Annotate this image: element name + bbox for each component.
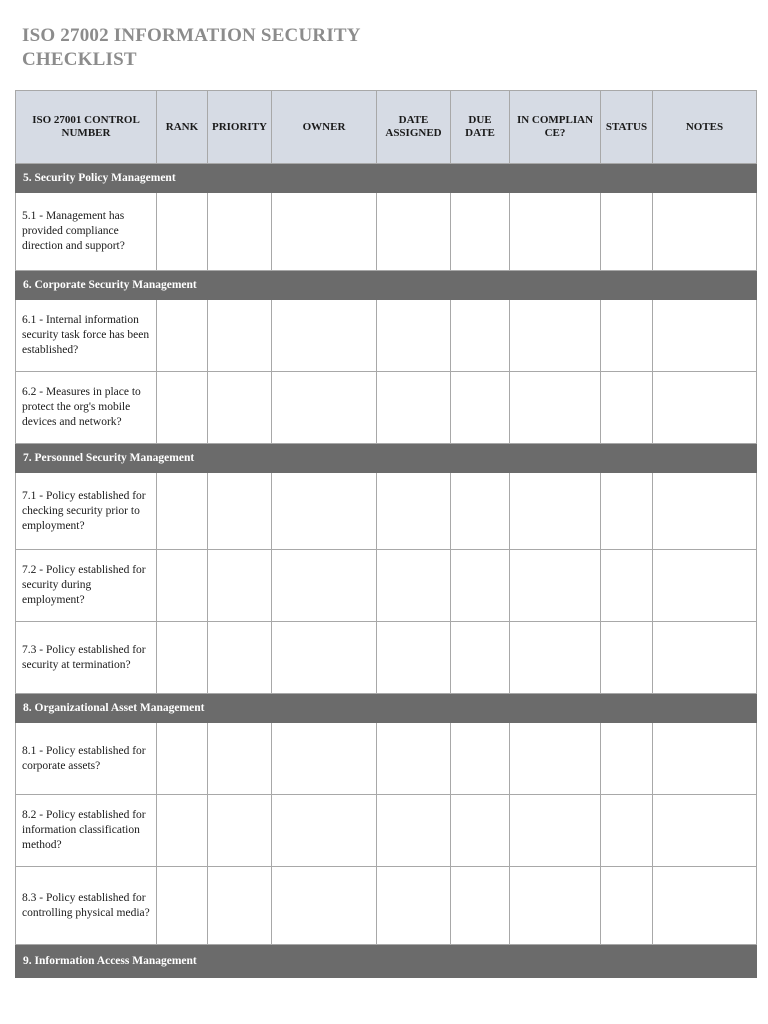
due-date-cell[interactable] — [451, 622, 510, 694]
control-label: 7.2 - Policy established for security during employment? — [16, 550, 157, 622]
rank-cell[interactable] — [157, 300, 208, 372]
header-in-compliance: IN COMPLIANCE? — [510, 91, 601, 164]
due-date-cell[interactable] — [451, 193, 510, 271]
status-cell[interactable] — [601, 723, 653, 795]
rank-cell[interactable] — [157, 550, 208, 622]
date-assigned-cell[interactable] — [377, 300, 451, 372]
notes-cell[interactable] — [653, 795, 757, 867]
section-title: 5. Security Policy Management — [16, 164, 757, 193]
priority-cell[interactable] — [208, 795, 272, 867]
notes-cell[interactable] — [653, 622, 757, 694]
table-row — [16, 723, 757, 795]
notes-cell[interactable] — [653, 193, 757, 271]
rank-cell[interactable] — [157, 723, 208, 795]
control-label: 6.1 - Internal information security task force has been established? — [16, 300, 157, 372]
priority-cell[interactable] — [208, 300, 272, 372]
priority-cell[interactable] — [208, 372, 272, 444]
header-date-assigned: DATE ASSIGNED — [377, 91, 451, 164]
header-control-number: ISO 27001 CONTROL NUMBER — [16, 91, 157, 164]
control-label: 8.3 - Policy established for controlling physical media? — [16, 867, 157, 945]
table-row — [16, 867, 757, 945]
rank-cell[interactable] — [157, 867, 208, 945]
due-date-cell[interactable] — [451, 473, 510, 550]
rank-cell[interactable] — [157, 372, 208, 444]
rank-cell[interactable] — [157, 622, 208, 694]
table-row — [16, 795, 757, 867]
due-date-cell[interactable] — [451, 372, 510, 444]
document-title: ISO 27002 INFORMATION SECURITY CHECKLIST — [22, 25, 361, 70]
owner-cell[interactable] — [272, 550, 377, 622]
control-label: 7.3 - Policy established for security at termination? — [16, 622, 157, 694]
date-assigned-cell[interactable] — [377, 372, 451, 444]
control-label: 8.1 - Policy established for corporate assets? — [16, 723, 157, 795]
notes-cell[interactable] — [653, 473, 757, 550]
table-row — [16, 300, 757, 372]
owner-cell[interactable] — [272, 622, 377, 694]
date-assigned-cell[interactable] — [377, 723, 451, 795]
section-row — [16, 945, 757, 978]
priority-cell[interactable] — [208, 473, 272, 550]
header-notes: NOTES — [653, 91, 757, 164]
status-cell[interactable] — [601, 473, 653, 550]
checklist-table — [15, 90, 757, 978]
owner-cell[interactable] — [272, 300, 377, 372]
date-assigned-cell[interactable] — [377, 622, 451, 694]
rank-cell[interactable] — [157, 193, 208, 271]
table-row — [16, 622, 757, 694]
section-title: 7. Personnel Security Management — [16, 444, 757, 473]
section-row — [16, 444, 757, 473]
header-priority: PRIORITY — [208, 91, 272, 164]
date-assigned-cell[interactable] — [377, 473, 451, 550]
status-cell[interactable] — [601, 795, 653, 867]
section-title: 6. Corporate Security Management — [16, 271, 757, 300]
header-rank: RANK — [157, 91, 208, 164]
rank-cell[interactable] — [157, 473, 208, 550]
table-header — [16, 91, 757, 164]
section-title: 8. Organizational Asset Management — [16, 694, 757, 723]
status-cell[interactable] — [601, 372, 653, 444]
priority-cell[interactable] — [208, 867, 272, 945]
control-label: 5.1 - Management has provided compliance direction and support? — [16, 193, 157, 271]
priority-cell[interactable] — [208, 622, 272, 694]
in-compliance-cell[interactable] — [510, 622, 601, 694]
priority-cell[interactable] — [208, 550, 272, 622]
table-body — [16, 164, 757, 978]
control-label: 8.2 - Policy established for information classification method? — [16, 795, 157, 867]
date-assigned-cell[interactable] — [377, 867, 451, 945]
priority-cell[interactable] — [208, 723, 272, 795]
header-owner: OWNER — [272, 91, 377, 164]
in-compliance-cell[interactable] — [510, 867, 601, 945]
date-assigned-cell[interactable] — [377, 550, 451, 622]
rank-cell[interactable] — [157, 795, 208, 867]
in-compliance-cell[interactable] — [510, 193, 601, 271]
control-label: 6.2 - Measures in place to protect the org's mobile devices and network? — [16, 372, 157, 444]
notes-cell[interactable] — [653, 550, 757, 622]
due-date-cell[interactable] — [451, 300, 510, 372]
in-compliance-cell[interactable] — [510, 300, 601, 372]
owner-cell[interactable] — [272, 193, 377, 271]
status-cell[interactable] — [601, 193, 653, 271]
in-compliance-cell[interactable] — [510, 723, 601, 795]
in-compliance-cell[interactable] — [510, 795, 601, 867]
notes-cell[interactable] — [653, 372, 757, 444]
section-title: 9. Information Access Management — [16, 945, 757, 978]
notes-cell[interactable] — [653, 723, 757, 795]
date-assigned-cell[interactable] — [377, 193, 451, 271]
header-row — [16, 91, 757, 164]
owner-cell[interactable] — [272, 795, 377, 867]
in-compliance-cell[interactable] — [510, 473, 601, 550]
date-assigned-cell[interactable] — [377, 795, 451, 867]
header-due-date: DUE DATE — [451, 91, 510, 164]
status-cell[interactable] — [601, 867, 653, 945]
owner-cell[interactable] — [272, 473, 377, 550]
notes-cell[interactable] — [653, 300, 757, 372]
due-date-cell[interactable] — [451, 867, 510, 945]
table-row — [16, 193, 757, 271]
priority-cell[interactable] — [208, 193, 272, 271]
section-row — [16, 164, 757, 193]
due-date-cell[interactable] — [451, 795, 510, 867]
owner-cell[interactable] — [272, 867, 377, 945]
section-row — [16, 271, 757, 300]
status-cell[interactable] — [601, 622, 653, 694]
in-compliance-cell[interactable] — [510, 372, 601, 444]
due-date-cell[interactable] — [451, 723, 510, 795]
control-label: 7.1 - Policy established for checking security prior to employment? — [16, 473, 157, 550]
notes-cell[interactable] — [653, 867, 757, 945]
table-row — [16, 372, 757, 444]
header-status: STATUS — [601, 91, 653, 164]
owner-cell[interactable] — [272, 723, 377, 795]
table-row — [16, 473, 757, 550]
status-cell[interactable] — [601, 300, 653, 372]
due-date-cell[interactable] — [451, 550, 510, 622]
status-cell[interactable] — [601, 550, 653, 622]
owner-cell[interactable] — [272, 372, 377, 444]
table-row — [16, 550, 757, 622]
section-row — [16, 694, 757, 723]
in-compliance-cell[interactable] — [510, 550, 601, 622]
